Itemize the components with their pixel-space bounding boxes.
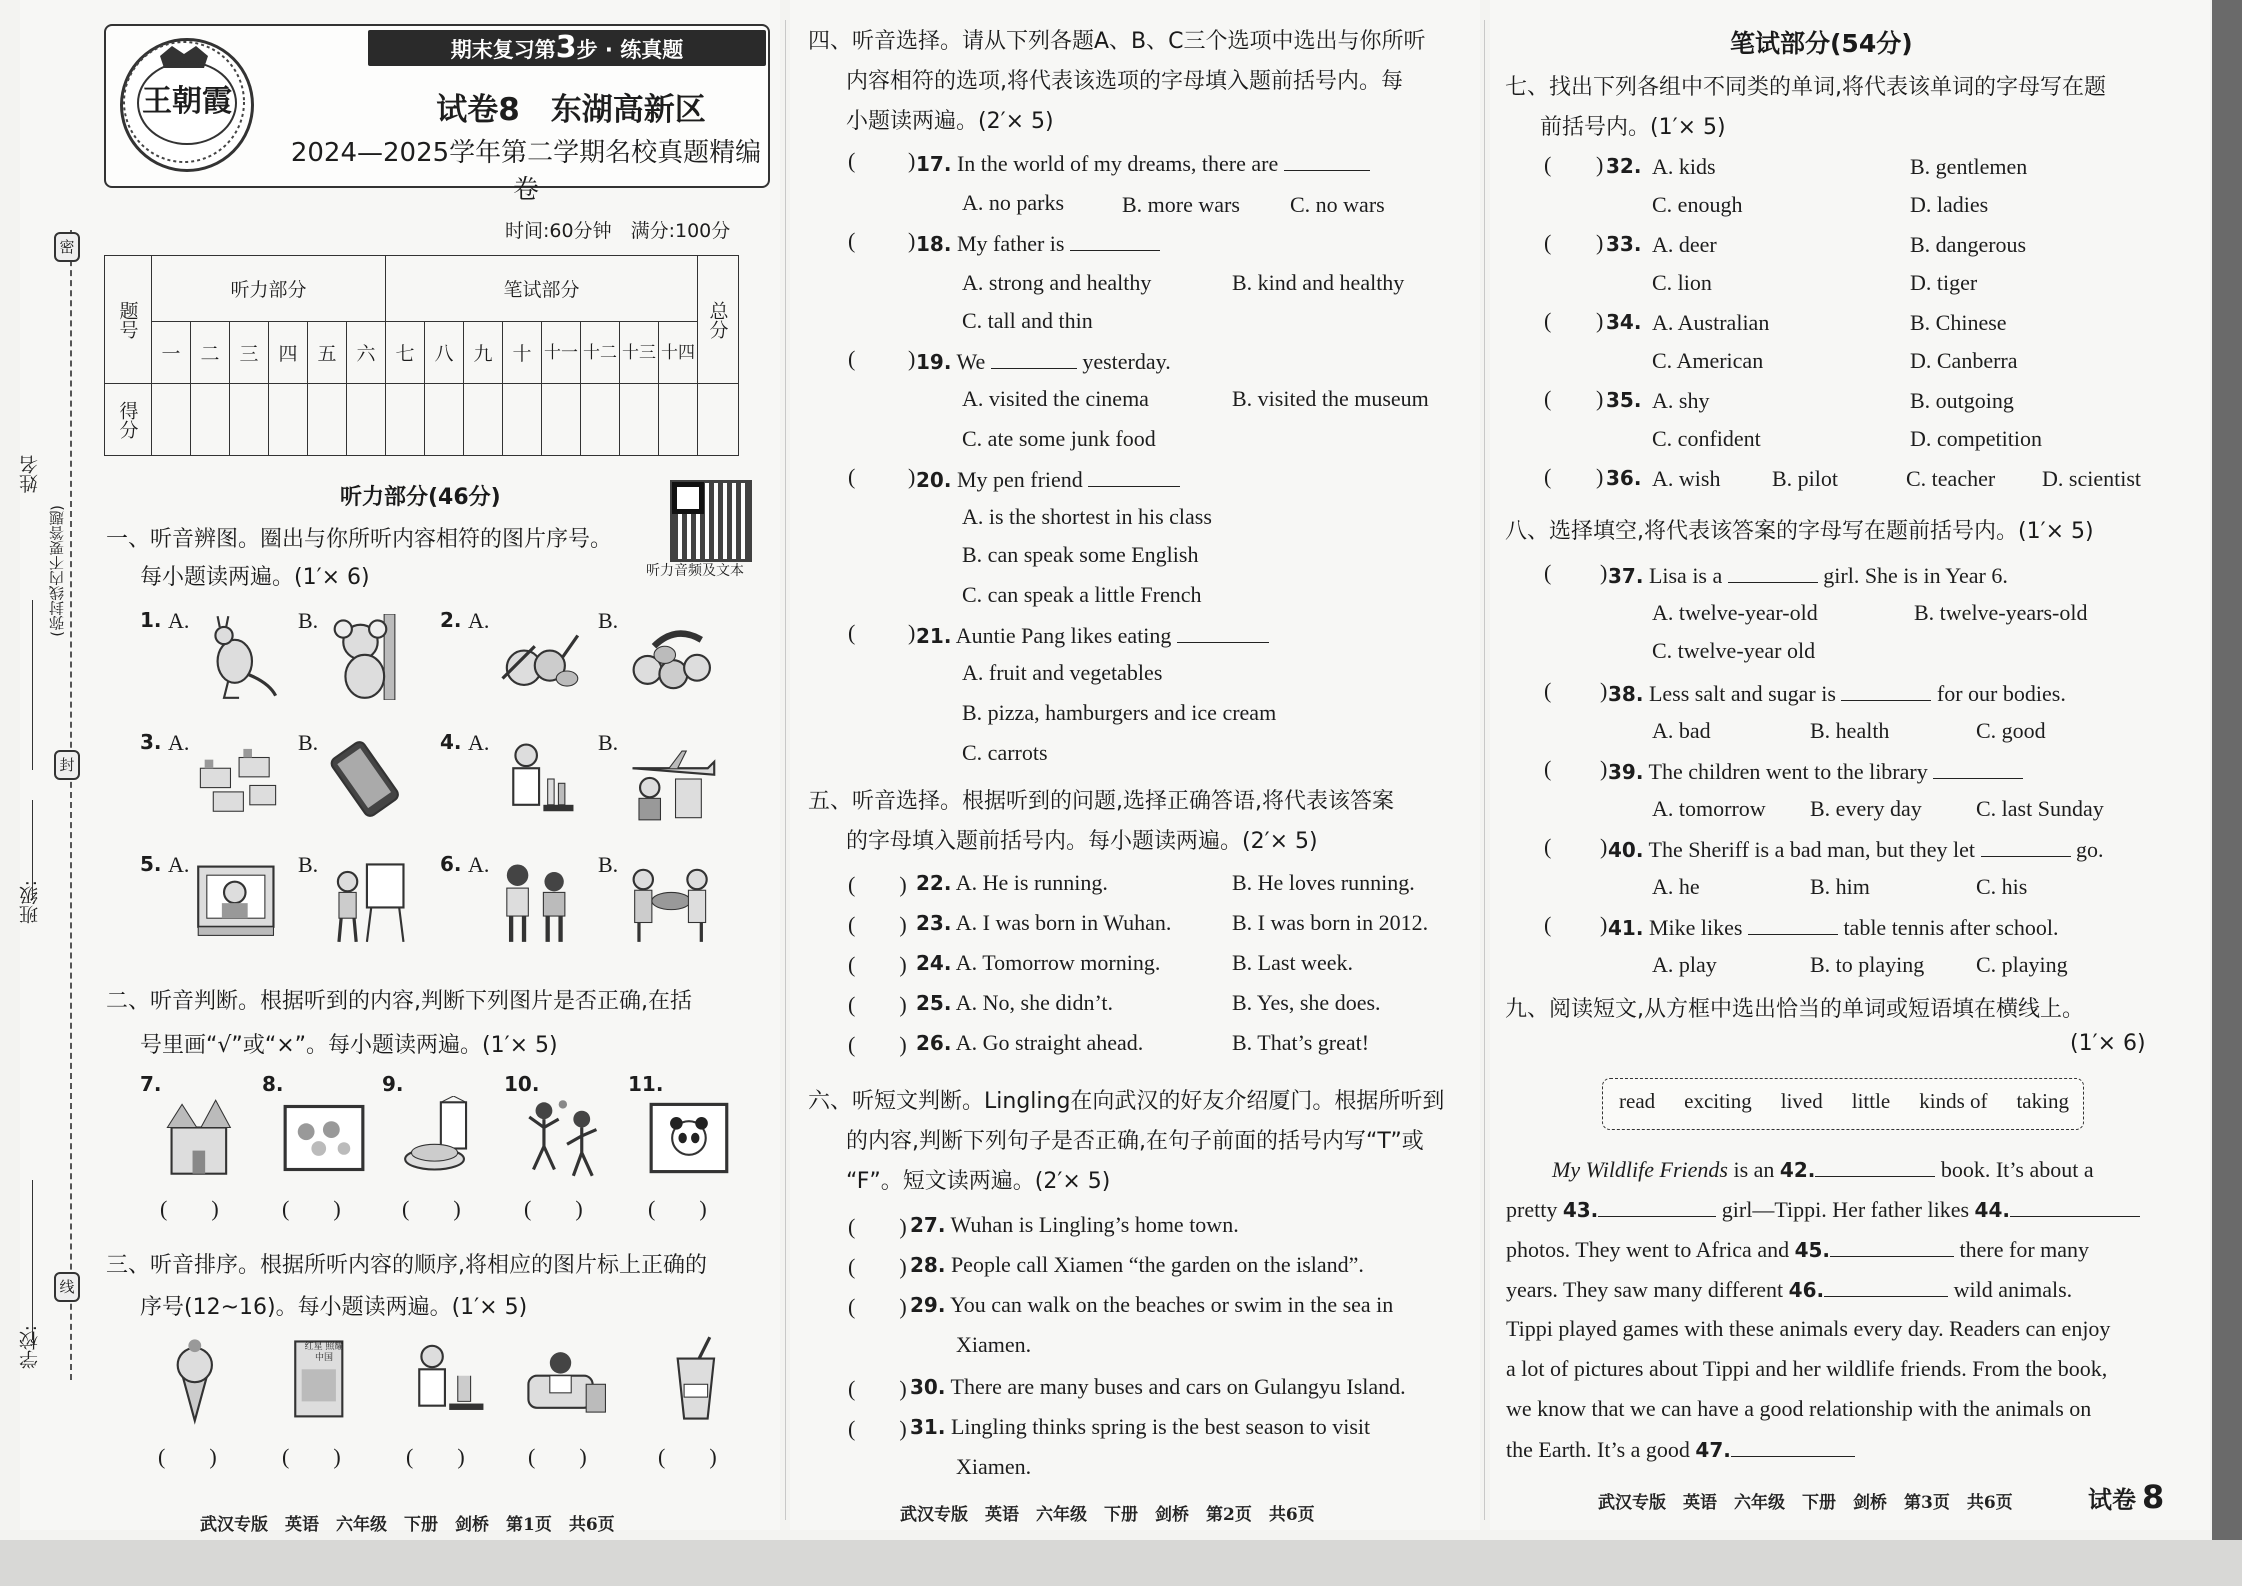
- option-a-label[interactable]: A.: [168, 852, 190, 877]
- drink-cup-icon: [652, 1334, 744, 1430]
- q37-option-b: B. twelve-years-old: [1914, 600, 2088, 625]
- answer-paren[interactable]: ( ): [524, 1196, 583, 1221]
- answer-paren[interactable]: (: [848, 346, 856, 371]
- answer-paren-close: ): [1600, 912, 1608, 937]
- section-1: 一、听音辨图。圈出与你所听内容相符的图片序号。: [106, 527, 613, 552]
- name-line: [32, 600, 33, 770]
- answer-paren[interactable]: ( ): [848, 1416, 907, 1441]
- section-number-cell: 八: [425, 322, 464, 384]
- option-a-label[interactable]: A.: [468, 608, 490, 633]
- answer-paren[interactable]: ( ): [848, 992, 907, 1017]
- footer-page-2: 武汉专版 英语 六年级 下册 剑桥 第2页 共6页: [900, 1505, 1315, 1525]
- q39-option-b: B. every day: [1810, 796, 1922, 821]
- item-number: 1.: [140, 608, 162, 632]
- section-2: 二、听音判断。根据听到的内容,判断下列图片是否正确,在括: [106, 989, 692, 1014]
- answer-paren[interactable]: ( ): [658, 1444, 717, 1469]
- answer-paren-close: ): [1596, 386, 1604, 411]
- answer-paren[interactable]: (: [1544, 834, 1552, 859]
- section-number-cell: 十: [503, 322, 542, 384]
- answer-paren-close: ): [1600, 678, 1608, 703]
- paper-label-text: 试卷: [2088, 1486, 2136, 1514]
- q40-option-a: A. he: [1652, 874, 1700, 899]
- option-a-label[interactable]: A.: [468, 730, 490, 755]
- item-number: 3.: [140, 730, 162, 754]
- answer-paren[interactable]: (: [1544, 912, 1552, 937]
- question-23: 23. A. I was born in Wuhan.: [916, 910, 1172, 935]
- word-box-item: little: [1851, 1089, 1891, 1113]
- answer-paren-close: ): [1600, 756, 1608, 781]
- q39-option-a: A. tomorrow: [1652, 796, 1766, 821]
- section-number-cell: 三: [230, 322, 269, 384]
- seal-note: (弥封线内不要答题): [48, 505, 66, 637]
- panda-book-icon: [644, 1096, 736, 1184]
- q20-option-b: B. can speak some English: [962, 542, 1199, 567]
- question-30: 30. There are many buses and cars on Gulangyu Island.: [910, 1374, 1406, 1399]
- question-number: 33.: [1606, 232, 1642, 256]
- answer-paren-close: ): [1596, 308, 1604, 333]
- item-number: 8.: [262, 1072, 284, 1096]
- footer-page-1: 武汉专版 英语 六年级 下册 剑桥 第1页 共6页: [200, 1515, 615, 1535]
- banner-step: [368, 30, 766, 66]
- painter-icon[interactable]: [320, 858, 416, 948]
- answer-paren[interactable]: ( ): [848, 1294, 907, 1319]
- seal-circle-1: 密: [54, 232, 80, 262]
- score-input-cell[interactable]: [152, 384, 191, 456]
- q40-option-b: B. him: [1810, 874, 1870, 899]
- score-input-cell[interactable]: [542, 384, 581, 456]
- q17-option-c: C. no wars: [1290, 192, 1385, 217]
- time-info: 时间:60分钟 满分:100分: [505, 220, 731, 242]
- row-label-number: 题号: [105, 256, 152, 384]
- passage-line-6: a lot of pictures about Tippi and her wildlife friends. From the book,: [1506, 1356, 2108, 1381]
- office-desks-icon[interactable]: [190, 736, 286, 826]
- scan-edge: [2212, 0, 2242, 1586]
- answer-paren[interactable]: ( ): [848, 1254, 907, 1279]
- q41-option-c: C. playing: [1976, 952, 2068, 977]
- paper-title: 试卷8 东湖高新区: [436, 92, 706, 128]
- total-header: 总分: [698, 256, 739, 384]
- answer-paren-close: ): [1600, 834, 1608, 859]
- q38-option-b: B. health: [1810, 718, 1890, 743]
- question-22: 22. A. He is running.: [916, 870, 1108, 895]
- section-4-b: 内容相符的选项,将代表该选项的字母填入题前括号内。每: [846, 69, 1403, 94]
- qr-corner-icon: [672, 482, 704, 514]
- answer-paren-close: ): [1596, 464, 1604, 489]
- word-option-c: C. enough: [1652, 192, 1743, 217]
- q26-option-b: B. That’s great!: [1232, 1030, 1370, 1055]
- item-number: 5.: [140, 852, 162, 876]
- q19-option-a: A. visited the cinema: [962, 386, 1149, 411]
- word-option-d: D. tiger: [1910, 270, 1978, 295]
- section-2-b: 号里画“√”或“×”。每小题读两遍。(1′× 5): [140, 1033, 558, 1058]
- answer-paren-close: ): [1596, 230, 1604, 255]
- answer-paren[interactable]: ( ): [402, 1196, 461, 1221]
- question-26: 26. A. Go straight ahead.: [916, 1030, 1144, 1055]
- answer-paren-close: ): [908, 620, 916, 645]
- word-option-b: B. gentlemen: [1910, 154, 2028, 179]
- word-option-b: B. Chinese: [1910, 310, 2007, 335]
- score-input-cell[interactable]: [464, 384, 503, 456]
- section-6: 六、听短文判断。Lingling在向武汉的好友介绍厦门。根据所听到: [808, 1089, 1445, 1114]
- answer-paren[interactable]: ( ): [648, 1196, 707, 1221]
- section-9-b: (1′× 6): [2070, 1031, 2146, 1056]
- q17-option-a: A. no parks: [962, 190, 1065, 215]
- question-21: 21. Auntie Pang likes eating: [916, 622, 1269, 649]
- passage-line-7: we know that we can have a good relationship with the animals on: [1506, 1396, 2092, 1421]
- option-b-label[interactable]: B.: [598, 608, 619, 633]
- column-divider: [785, 20, 786, 1520]
- question-27: 27. Wuhan is Lingling’s home town.: [910, 1212, 1239, 1237]
- answer-paren[interactable]: (: [848, 464, 856, 489]
- word-option-d: D. competition: [1910, 426, 2042, 451]
- publisher-seal: [120, 38, 254, 172]
- question-number: 32.: [1606, 154, 1642, 178]
- answer-paren[interactable]: (: [1544, 230, 1552, 255]
- item-number: 6.: [440, 852, 462, 876]
- two-boys-icon[interactable]: [490, 858, 586, 948]
- answer-paren[interactable]: (: [1544, 152, 1552, 177]
- q22-option-b: B. He loves running.: [1232, 870, 1415, 895]
- q21-option-c: C. carrots: [962, 740, 1048, 765]
- answer-paren-close: ): [908, 346, 916, 371]
- question-40: 40. The Sheriff is a bad man, but they let go.: [1608, 837, 2104, 862]
- score-input-cell[interactable]: [503, 384, 542, 456]
- answer-paren-close: ): [1596, 152, 1604, 177]
- question-number: 36.: [1606, 466, 1642, 490]
- word-option-c: C. confident: [1652, 426, 1761, 451]
- section-number-cell: 十二: [581, 322, 620, 384]
- section-number-cell: 十三: [620, 322, 659, 384]
- word-box-item: read: [1619, 1089, 1656, 1113]
- section-7-b: 前括号内。(1′× 5): [1540, 115, 1726, 140]
- question-25: 25. A. No, she didn’t.: [916, 990, 1113, 1015]
- word-box-item: lived: [1780, 1089, 1823, 1113]
- section-5: 五、听音选择。根据听到的问题,选择正确答语,将代表该答案: [808, 789, 1394, 814]
- q18-option-c: C. tall and thin: [962, 308, 1093, 333]
- section-8: 八、选择填空,将代表该答案的字母写在题前括号内。(1′× 5): [1505, 519, 2094, 544]
- q21-option-b: B. pizza, hamburgers and ice cream: [962, 700, 1277, 725]
- paper-subtitle: 2024—2025学年第二学期名校真题精编卷: [290, 138, 762, 205]
- paper-label: [2088, 1478, 2164, 1516]
- answer-paren-close: ): [908, 464, 916, 489]
- score-input-cell[interactable]: [269, 384, 308, 456]
- answer-paren[interactable]: ( ): [848, 912, 907, 937]
- passage-line-8: the Earth. It’s a good 47.: [1506, 1436, 1855, 1463]
- score-input-cell[interactable]: [659, 384, 698, 456]
- section-7: 七、找出下列各组中不同类的单词,将代表该单词的字母写在题: [1505, 75, 2106, 100]
- question-29: 29. You can walk on the beaches or swim in the sea in: [910, 1292, 1394, 1317]
- question-18: 18. My father is: [916, 230, 1160, 257]
- footer-page-3: 武汉专版 英语 六年级 下册 剑桥 第3页 共6页: [1598, 1493, 2013, 1513]
- paper-label-number: 8: [2142, 1478, 2165, 1516]
- q19-option-c: C. ate some junk food: [962, 426, 1156, 451]
- item-number: 11.: [628, 1072, 664, 1096]
- seal-circle-3: 线: [54, 1272, 80, 1302]
- score-table: [104, 255, 739, 456]
- section-3: 三、听音排序。根据所听内容的顺序,将相应的图片标上正确的: [106, 1253, 707, 1278]
- q18-option-a: A. strong and healthy: [962, 270, 1152, 295]
- answer-paren[interactable]: ( ): [528, 1444, 587, 1469]
- q24-option-b: B. Last week.: [1232, 950, 1353, 975]
- section-4: 四、听音选择。请从下列各题A、B、C三个选项中选出与你所听: [808, 29, 1426, 54]
- section-number-cell: 九: [464, 322, 503, 384]
- q19-option-b: B. visited the museum: [1232, 386, 1429, 411]
- q38-option-c: C. good: [1976, 718, 2046, 743]
- q21-option-a: A. fruit and vegetables: [962, 660, 1163, 685]
- answer-paren[interactable]: (: [848, 228, 856, 253]
- boy-at-window-icon[interactable]: [190, 858, 286, 948]
- word-box-item: kinds of: [1919, 1089, 1988, 1113]
- question-38: 38. Less salt and sugar is for our bodies.: [1608, 681, 2066, 706]
- question-31-cont: Xiamen.: [956, 1454, 1032, 1479]
- option-b-label[interactable]: B.: [598, 852, 619, 877]
- word-option-a: A. deer: [1652, 232, 1717, 257]
- boy-reading-sofa-icon: [522, 1334, 614, 1430]
- q23-option-b: B. I was born in 2012.: [1232, 910, 1429, 935]
- option-b-label[interactable]: B.: [298, 730, 319, 755]
- school-label: 学校:: [19, 1325, 41, 1370]
- score-input-cell[interactable]: [191, 384, 230, 456]
- word-option-a: A. Australian: [1652, 310, 1770, 335]
- vegetables-icon[interactable]: [490, 614, 586, 704]
- school-line: [32, 1180, 33, 1340]
- section-4-c: 小题读两遍。(2′× 5): [846, 109, 1054, 134]
- question-number: 35.: [1606, 388, 1642, 412]
- score-input-cell[interactable]: [425, 384, 464, 456]
- ice-cream-icon: [152, 1334, 244, 1430]
- word-option-a: A. shy: [1652, 388, 1710, 413]
- listening-header: 听力部分: [152, 256, 386, 322]
- question-39: 39. The children went to the library: [1608, 758, 2023, 785]
- answer-paren[interactable]: (: [1544, 308, 1552, 333]
- row-label-score: 得分: [105, 384, 152, 456]
- section-number-cell: 七: [386, 322, 425, 384]
- word-option-d: D. ladies: [1910, 192, 1989, 217]
- score-input-cell[interactable]: [308, 384, 347, 456]
- word-option: A. wish: [1652, 466, 1721, 491]
- score-input-cell[interactable]: [230, 384, 269, 456]
- score-input-cell[interactable]: [581, 384, 620, 456]
- q17-option-b: B. more wars: [1122, 192, 1240, 217]
- qr-caption: 听力音频及文本: [646, 563, 744, 579]
- answer-paren[interactable]: ( ): [282, 1196, 341, 1221]
- class-label: 班级:: [19, 880, 41, 925]
- word-box: [1602, 1078, 2084, 1130]
- option-a-label[interactable]: A.: [168, 608, 190, 633]
- answer-paren-close: ): [908, 228, 916, 253]
- section-number-cell: 六: [347, 322, 386, 384]
- word-box-item: exciting: [1684, 1089, 1752, 1113]
- question-37: 37. Lisa is a girl. She is in Year 6.: [1608, 563, 2008, 588]
- q39-option-c: C. last Sunday: [1976, 796, 2104, 821]
- scan-bottom: [0, 1540, 2242, 1586]
- section-6-b: 的内容,判断下列句子是否正确,在句子前面的括号内写“T”或: [846, 1129, 1424, 1154]
- word-option: C. teacher: [1906, 466, 1996, 491]
- listening-title: 听力部分(46分): [340, 485, 501, 510]
- question-number: 34.: [1606, 310, 1642, 334]
- passage-line-5: Tippi played games with these animals every day. Readers can enjoy: [1506, 1316, 2111, 1341]
- writing-header: 笔试部分: [386, 256, 698, 322]
- q40-option-c: C. his: [1976, 874, 2028, 899]
- q20-option-c: C. can speak a little French: [962, 582, 1202, 607]
- family-photo-icon: [278, 1096, 370, 1184]
- kangaroo-icon[interactable]: [190, 614, 286, 704]
- writing-title: 笔试部分(54分): [1730, 29, 1913, 58]
- word-option-d: D. Canberra: [1910, 348, 2018, 373]
- q20-option-a: A. is the shortest in his class: [962, 504, 1212, 529]
- book-title-text: 红星 照耀中国: [304, 1342, 344, 1363]
- word-box-item: taking: [2016, 1089, 2069, 1113]
- score-input-cell[interactable]: [347, 384, 386, 456]
- item-number: 4.: [440, 730, 462, 754]
- answer-paren[interactable]: ( ): [848, 1032, 907, 1057]
- question-29-cont: Xiamen.: [956, 1332, 1032, 1357]
- section-5-b: 的字母填入题前括号内。每小题读两遍。(2′× 5): [846, 829, 1318, 854]
- scientist-icon[interactable]: [490, 736, 586, 826]
- answer-paren[interactable]: (: [1544, 678, 1552, 703]
- option-a-label[interactable]: A.: [168, 730, 190, 755]
- word-option-c: C. American: [1652, 348, 1764, 373]
- answer-paren[interactable]: (: [848, 148, 856, 173]
- banner-suffix: 步 · 练真题: [576, 38, 684, 62]
- fishermen-icon[interactable]: [620, 858, 716, 948]
- section-number-cell: 十一: [542, 322, 581, 384]
- answer-paren-close: ): [908, 148, 916, 173]
- answer-paren[interactable]: ( ): [848, 1376, 907, 1401]
- item-number: 10.: [504, 1072, 540, 1096]
- scientist-lab-icon: [400, 1334, 492, 1430]
- word-option-b: B. outgoing: [1910, 388, 2014, 413]
- section-6-c: “F”。短文读两遍。(2′× 5): [846, 1169, 1111, 1194]
- option-a-label[interactable]: A.: [468, 852, 490, 877]
- passage-line-3: photos. They went to Africa and 45. there for many: [1506, 1237, 2090, 1262]
- q37-option-c: C. twelve-year old: [1652, 638, 1816, 663]
- answer-paren-close: ): [1600, 560, 1608, 585]
- question-31: 31. Lingling thinks spring is the best season to visit: [910, 1414, 1371, 1439]
- answer-paren[interactable]: ( ): [158, 1444, 217, 1469]
- section-number-cell: 一: [152, 322, 191, 384]
- class-line: [32, 800, 33, 900]
- section-9: 九、阅读短文,从方框中选出恰当的单词或短语填在横线上。: [1505, 997, 2084, 1022]
- item-number: 9.: [382, 1072, 404, 1096]
- header-banner: [104, 24, 770, 205]
- answer-paren[interactable]: ( ): [848, 952, 907, 977]
- answer-paren[interactable]: ( ): [160, 1196, 219, 1221]
- question-24: 24. A. Tomorrow morning.: [916, 950, 1161, 975]
- option-b-label[interactable]: B.: [298, 608, 319, 633]
- score-input-cell[interactable]: [620, 384, 659, 456]
- option-b-label[interactable]: B.: [598, 730, 619, 755]
- passage-line-1: My Wildlife Friends is an 42. book. It’s about a: [1552, 1157, 2094, 1182]
- koala-icon[interactable]: [320, 614, 416, 704]
- column-divider: [1484, 20, 1485, 1520]
- item-number: 2.: [440, 608, 462, 632]
- item-number: 7.: [140, 1072, 162, 1096]
- castle-icon: [156, 1096, 248, 1184]
- milk-bread-icon: [398, 1096, 490, 1184]
- kids-playing-icon: [520, 1096, 612, 1184]
- answer-paren[interactable]: ( ): [406, 1444, 465, 1469]
- answer-paren[interactable]: (: [1544, 386, 1552, 411]
- q41-option-b: B. to playing: [1810, 952, 1925, 977]
- answer-paren[interactable]: ( ): [848, 872, 907, 897]
- fruits-icon[interactable]: [620, 614, 716, 704]
- smartphone-icon[interactable]: [320, 736, 416, 826]
- q37-option-a: A. twelve-year-old: [1652, 600, 1818, 625]
- question-41: 41. Mike likes table tennis after school.: [1608, 915, 2059, 940]
- pilot-icon[interactable]: [620, 736, 716, 826]
- answer-paren[interactable]: (: [848, 620, 856, 645]
- total-score-cell[interactable]: [698, 384, 739, 456]
- word-option-c: C. lion: [1652, 270, 1712, 295]
- option-b-label[interactable]: B.: [298, 852, 319, 877]
- passage-line-4: years. They saw many different 46. wild animals.: [1506, 1277, 2073, 1302]
- seal-text: 王朝霞: [137, 61, 237, 145]
- seal-line: [70, 230, 72, 1380]
- question-28: 28. People call Xiamen “the garden on the island”.: [910, 1252, 1364, 1277]
- q18-option-b: B. kind and healthy: [1232, 270, 1405, 295]
- section-number-cell: 十四: [659, 322, 698, 384]
- answer-paren[interactable]: (: [1544, 560, 1552, 585]
- section-number-cell: 二: [191, 322, 230, 384]
- section-1-b: 每小题读两遍。(1′× 6): [140, 565, 370, 590]
- word-option: D. scientist: [2042, 466, 2141, 491]
- word-option-b: B. dangerous: [1910, 232, 2027, 257]
- answer-paren[interactable]: ( ): [848, 1214, 907, 1239]
- question-17: 17. In the world of my dreams, there are: [916, 150, 1370, 177]
- question-19: 19. We yesterday.: [916, 349, 1171, 374]
- section-number-cell: 五: [308, 322, 347, 384]
- seal-circle-2: 封: [54, 750, 80, 780]
- answer-paren[interactable]: (: [1544, 464, 1552, 489]
- q38-option-a: A. bad: [1652, 718, 1711, 743]
- banner-step-number: 3: [555, 30, 577, 65]
- word-option-a: A. kids: [1652, 154, 1716, 179]
- q41-option-a: A. play: [1652, 952, 1717, 977]
- score-input-cell[interactable]: [386, 384, 425, 456]
- section-number-cell: 四: [269, 322, 308, 384]
- name-label: 姓名: [19, 455, 41, 493]
- word-option: B. pilot: [1772, 466, 1839, 491]
- passage-line-2: pretty 43. girl—Tippi. Her father likes 44.: [1506, 1196, 2140, 1223]
- question-20: 20. My pen friend: [916, 466, 1180, 493]
- section-3-b: 序号(12~16)。每小题读两遍。(1′× 5): [140, 1295, 528, 1320]
- red-star-book-icon: [276, 1334, 368, 1430]
- q25-option-b: B. Yes, she does.: [1232, 990, 1381, 1015]
- answer-paren[interactable]: ( ): [282, 1444, 341, 1469]
- banner-prefix: 期末复习第: [450, 38, 556, 62]
- answer-paren[interactable]: (: [1544, 756, 1552, 781]
